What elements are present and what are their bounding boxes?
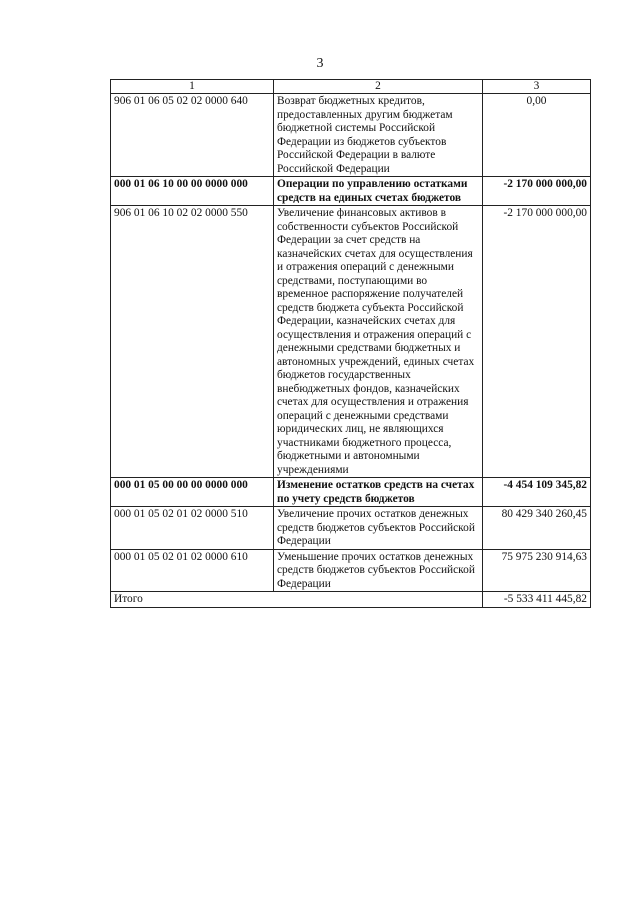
row-code: 000 01 06 10 00 00 0000 000 <box>111 177 274 206</box>
row-code: 906 01 06 10 02 02 0000 550 <box>111 206 274 478</box>
row-name: Увеличение финансовых активов в собственности субъектов Российской Федерации за счет средств на казначейских счетах для осуществления и отражения операций с денежными средствами, поступающими во временное распоряжение получателей средств бюджета субъекта Российской Федерации, казначейских счетах для осуществления и отражения операций с денежными средствами бюджетных и автономных учреждений, единых счетах бюджетов государственных внебюджетных фондов, казначейских счетах для осуществления и отражения операций с денежными средствами юридических лиц, не являющихся участниками бюджетного процесса, бюджетными и автономными учреждениями <box>274 206 483 478</box>
row-name: Операции по управлению остатками средств на единых счетах бюджетов <box>274 177 483 206</box>
total-sum: -5 533 411 445,82 <box>483 592 591 608</box>
row-name: Уменьшение прочих остатков денежных средств бюджетов субъектов Российской Федерации <box>274 549 483 592</box>
table-row <box>111 206 591 478</box>
row-code: 906 01 06 05 02 02 0000 640 <box>111 94 274 177</box>
table-row <box>111 478 591 507</box>
column-header-sum: 3 <box>483 80 591 94</box>
row-name: Изменение остатков средств на счетах по учету средств бюджетов <box>274 478 483 507</box>
table-row <box>111 507 591 550</box>
row-sum: -4 454 109 345,82 <box>483 478 591 507</box>
row-code: 000 01 05 02 01 02 0000 510 <box>111 507 274 550</box>
row-code: 000 01 05 02 01 02 0000 610 <box>111 549 274 592</box>
row-sum: 0,00 <box>483 94 591 177</box>
row-name: Возврат бюджетных кредитов, предоставленных другим бюджетам бюджетной системы Российской Федерации из бюджетов субъектов Российской Федерации в валюте Российской Федерации <box>274 94 483 177</box>
column-header-name: 2 <box>274 80 483 94</box>
row-code: 000 01 05 00 00 00 0000 000 <box>111 478 274 507</box>
total-row <box>111 592 591 608</box>
table-row <box>111 549 591 592</box>
column-header-code: 1 <box>111 80 274 94</box>
table-header-row <box>111 80 591 94</box>
budget-sources-table <box>110 79 591 608</box>
row-sum: 80 429 340 260,45 <box>483 507 591 550</box>
row-sum: -2 170 000 000,00 <box>483 206 591 478</box>
page-number: 3 <box>316 56 324 71</box>
total-label: Итого <box>111 592 483 608</box>
row-sum: -2 170 000 000,00 <box>483 177 591 206</box>
table-row <box>111 177 591 206</box>
row-sum: 75 975 230 914,63 <box>483 549 591 592</box>
row-name: Увеличение прочих остатков денежных средств бюджетов субъектов Российской Федерации <box>274 507 483 550</box>
table-row <box>111 94 591 177</box>
